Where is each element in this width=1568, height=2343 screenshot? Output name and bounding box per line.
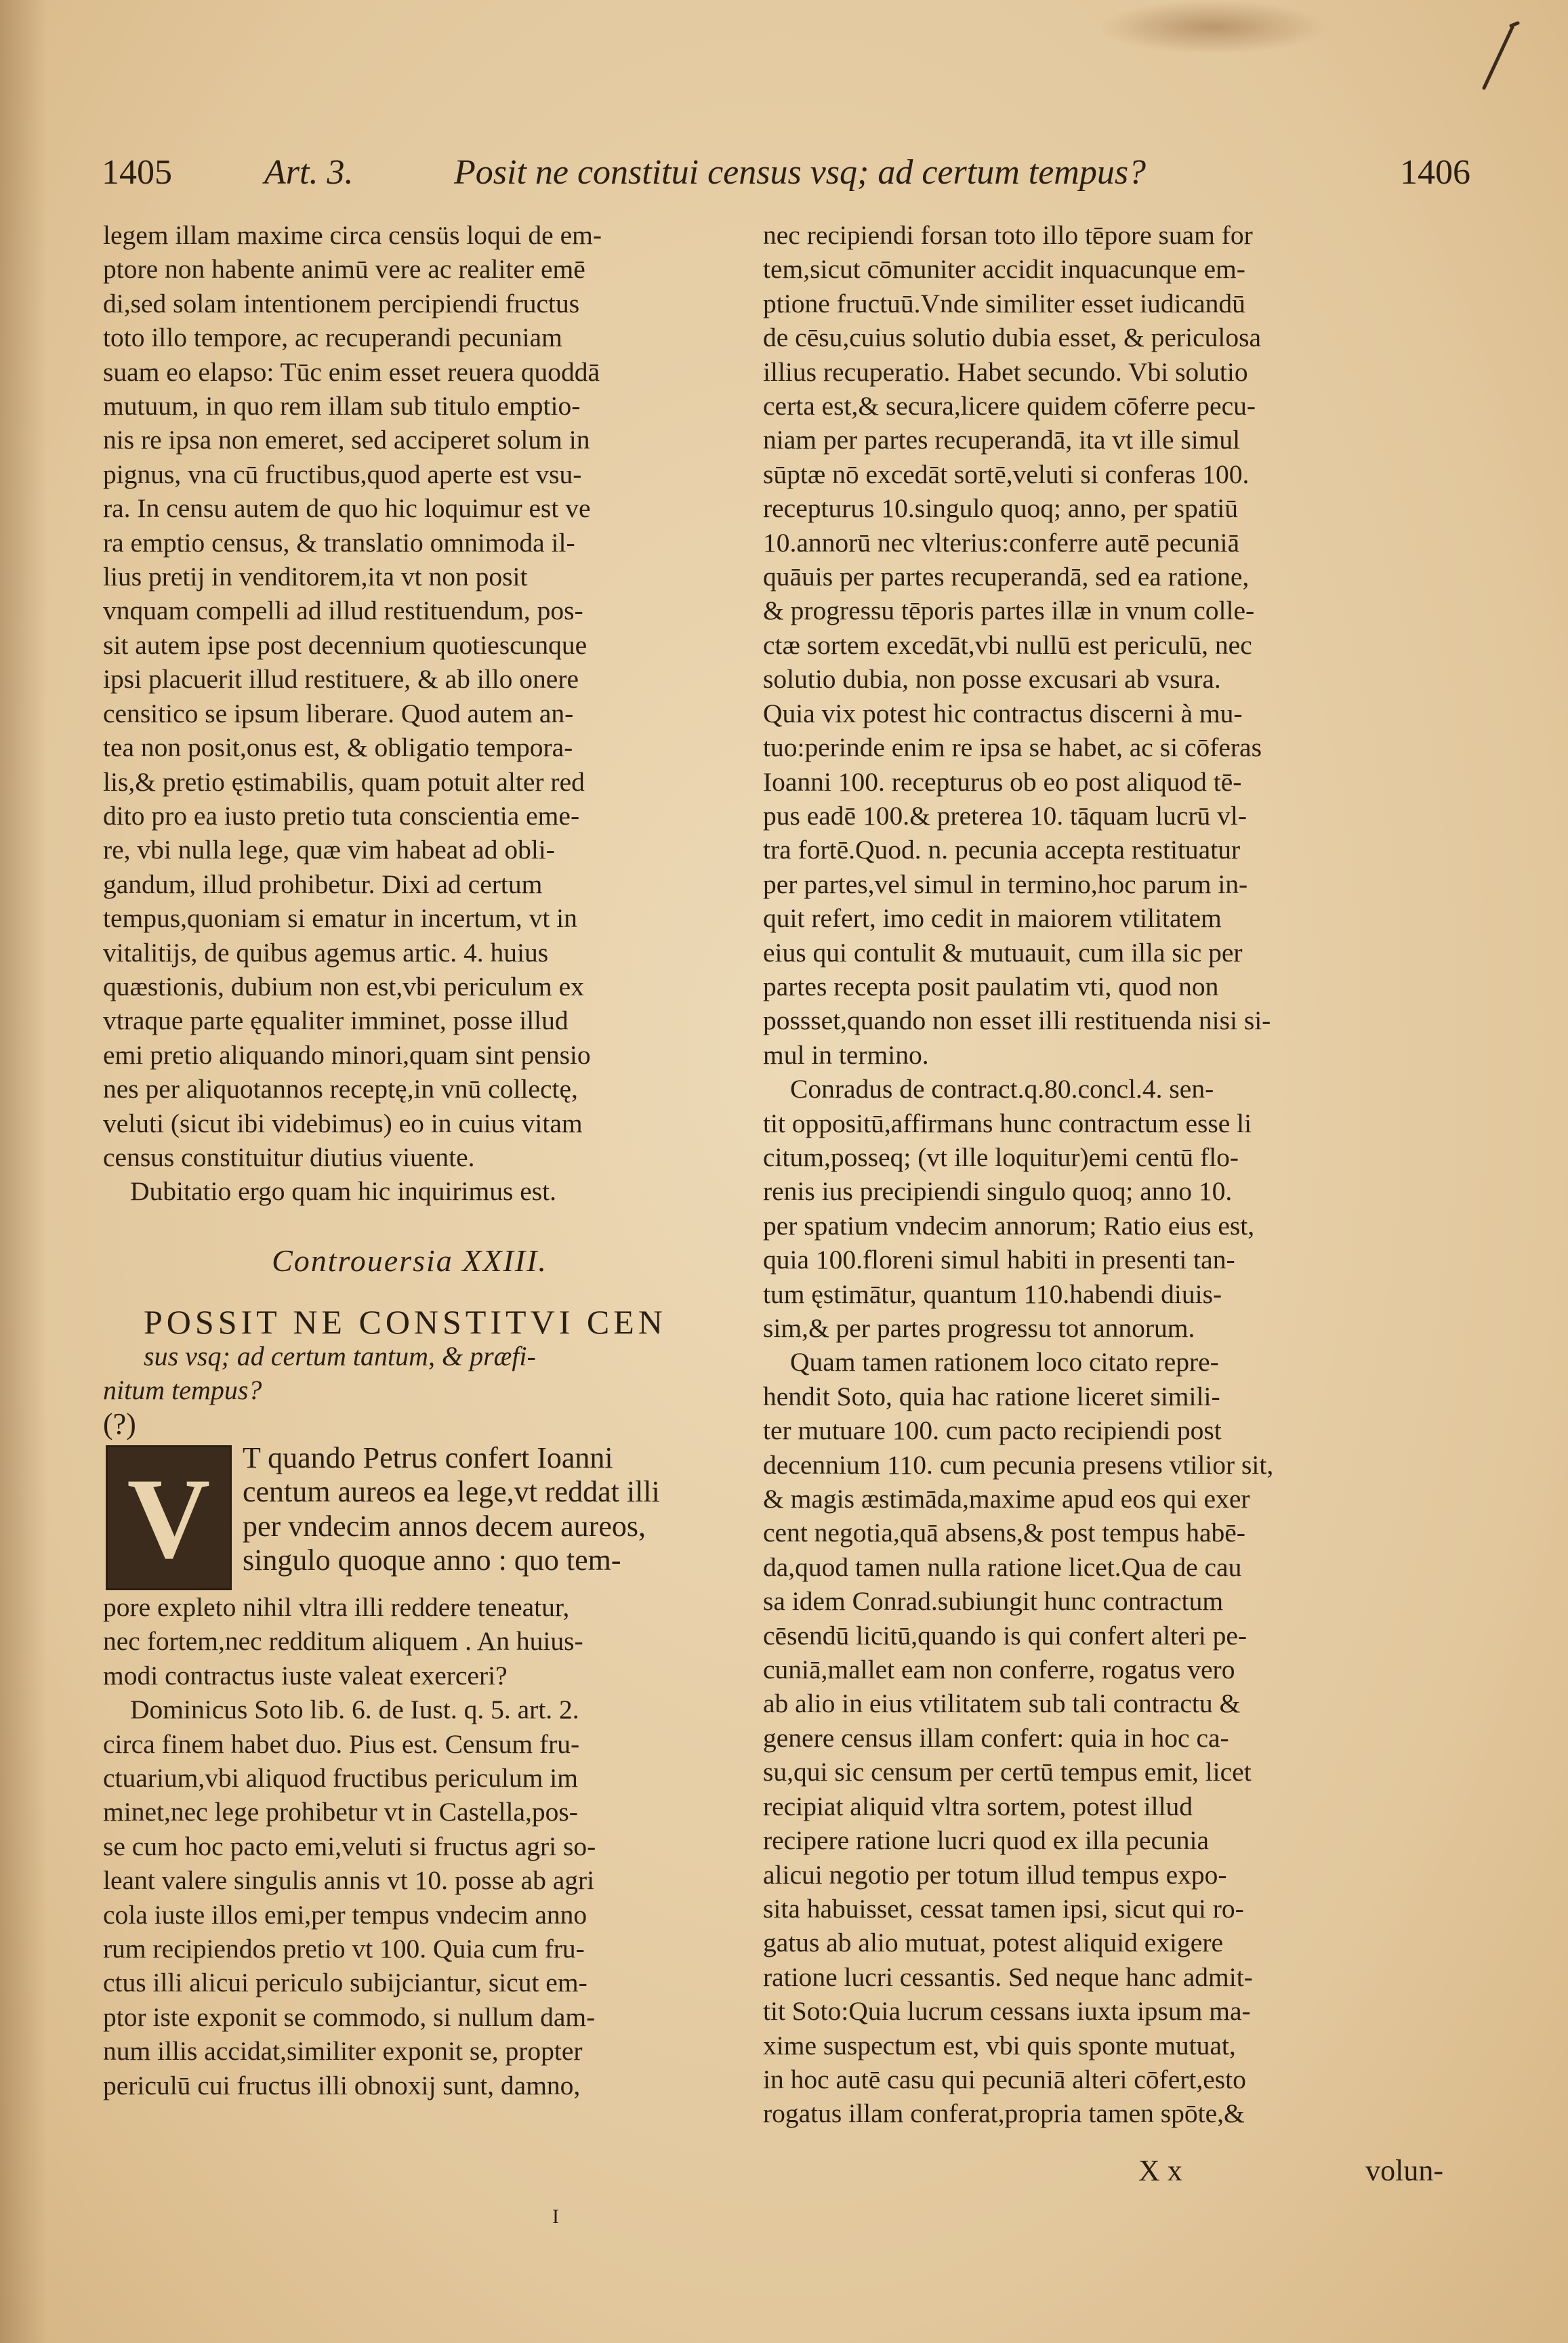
paragraph: legem illam maxime circa censüs loqui de em- ptore non habente animū vere ac realiter emē di,sed solam intentionem percipiendi fructus toto illo tempore, ac recuperandi pecuniam suam eo elapso: Tūc enim esset reuera quoddā mutuum, in quo rem illam sub titulo emptio- nis re ipsa non emeret, sed acciperet solum in pignus, vna cū fructibus,quod aperte est vsu- ra. In censu autem de quo hic loquimur est ve ra emptio census, & translatio omnimoda il- lius pretij in venditorem,ita vt non posit vnquam compelli ad illud restituendum, pos- sit autem ipse post decennium quotiescunque ipsi placuerit illud restituere, & ab illo onere censitico se ipsum liberare. Quod autem an- tea non posit,onus est, & obligatio tempora- lis,& pretio ęstimabilis, quam potuit alter red dito pro ea iusto pretio tuta conscientia eme- re, vbi nulla lege, quæ vim habeat ad obli- gandum, illud prohibetur. Dixi ad certum tempus,quoniam si ematur in incertum, vt in vitalitijs, de quibus agemus artic. 4. huius quæstionis, dubium non est,vbi periculum ex vtraque parte ęqualiter imminet, posse illud emi pretio aliquando minori,quam sint pensio nes per aliquotannos receptę,in vnū collectę, veluti (sicut ibi videbimus) eo in cuius vitam census constituitur diutius viuente.: [103, 220, 602, 1172]
intro-paragraph: T quando Petrus confert Ioanni centum aureos ea lege,vt reddat illi per vndecim annos decem aureos, singulo quoque anno : quo tem-: [243, 1441, 660, 1577]
paragraph: Dubitatio ergo quam hic inquirimus est.: [130, 1176, 556, 1207]
running-title: Posit ne constitui census vsq; ad certum tempus?: [454, 153, 1147, 192]
article-label: Art. 3.: [264, 153, 354, 192]
initial-letter: V: [127, 1455, 211, 1582]
paragraph: Conradus de contract.q.80.concl.4. sen- tit oppositū,affirmans hunc contractum esse li citum,posseq; (vt ille loquitur)emi centū flo- renis ius precipiendi singulo quoq; anno 10. per spatium vndecim annorum; Ratio eius est, quia 100.floreni simul habiti in presenti tan- tum ęstimātur, quantum 110.habendi diuis- sim,& per partes progressu tot annorum.: [763, 1074, 1255, 1343]
controversia-subtitle-2: nitum tempus?: [103, 1374, 262, 1405]
page-number-left: 1405: [102, 153, 172, 192]
right-column: [763, 218, 1441, 2131]
footer-mark: I: [552, 2205, 559, 2228]
controversia-title: POSSIT NE CONSTITVI CEN: [144, 1303, 667, 1342]
paragraph: Dominicus Soto lib. 6. de Iust. q. 5. art. 2. circa finem habet duo. Pius est. Censum fru- ctuarium,vbi aliquod fructibus periculum im minet,nec lege prohibetur vt in Castella,pos- se cum hoc pacto emi,veluti si fructus agri so- leant valere singulis annis vt 10. posse ab agri cola iuste illos emi,per tempus vndecim anno rum recipiendos pretio vt 100. Quia cum fru- ctus illi alicui periculo subijciantur, sicut em- ptor iste exponit se commodo, si nullum dam- num illis accidat,similiter exponit se, propter periculū cui fructus illi obnoxij sunt, damno,: [103, 1695, 596, 2100]
decorated-initial: [106, 1445, 232, 1590]
gutter-shadow: [0, 0, 47, 2343]
running-header: [102, 152, 1470, 200]
controversia-heading: Controuersia XXIII.: [272, 1243, 548, 1278]
controversia-subtitle: sus vsq; ad certum tantum, & præfi-: [144, 1340, 536, 1371]
intro-paragraph-cont: pore expleto nihil vltra illi reddere teneatur, nec fortem,nec redditum aliquem . An huius- modi contractus iuste valeat exerceri?: [103, 1592, 583, 1691]
paragraph: Quam tamen rationem loco citato repre- hendit Soto, quia hac ratione liceret simili- ter mutuare 100. cum pacto recipiendi post decennium 110. cum pecunia presens vtilior sit, & magis æstimāda,maxime apud eos qui exer cent negotia,quā absens,& post tempus habē- da,quod tamen nulla ratione licet.Qua de cau sa idem Conrad.subiungit hunc contractum cēsendū licitū,quando is qui confert alteri pe- cuniā,mallet eam non conferre, rogatus vero ab alio in eius vtilitatem sub tali contractu & genere census illam confert: quia in hoc ca- su,qui sic censum per certū tempus emit, licet recipiat aliquid vltra sortem, potest illud recipere ratione lucri quod ex illa pecunia alicui negotio per totum illud tempus expo- sita habuisset, cessat tamen ipsi, sicut qui ro- gatus ab alio mutuat, potest aliquid exigere ratione lucri cessantis. Sed neque hanc admit- tit Soto:Quia lucrum cessans iuxta ipsum ma- xime suspectum est, vbi quis sponte mutuat, in hoc autē casu qui pecuniā alteri cōfert,esto rogatus illam conferat,propria tamen spōte,&: [763, 1347, 1274, 2129]
paper-stain: [1098, 0, 1328, 54]
catchword: volun-: [1365, 2154, 1443, 2187]
controversia-number: (?): [103, 1407, 136, 1440]
paragraph: nec recipiendi forsan toto illo tēpore suam for tem,sicut cōmuniter accidit inquacunque em- ptione fructuū.Vnde similiter esset iudicandū de cēsu,cuius solutio dubia esset, & periculosa illius recuperatio. Habet secundo. Vbi solutio certa est,& secura,licere quidem cōferre pecu- niam per partes recuperandā, ita vt ille simul sūptæ nō excedāt sortē,veluti si conferas 100. recepturus 10.singulo quoq; anno, per spatiū 10.annorū nec vlterius:conferre autē pecuniā quāuis per partes recuperandā, sed ea ratione, & progressu tēporis partes illæ in vnum colle- ctæ sortem excedāt,vbi nullū est periculū, nec solutio dubia, non posse excusari ab vsura. Quia vix potest hic contractus discerni à mu- tuo:perinde enim re ipsa se habet, ac si cōferas Ioanni 100. recepturus ob eo post aliquod tē- pus eadē 100.& preterea 10. tāquam lucrū vl- tra fortē.Quod. n. pecunia accepta restituatur per partes,vel simul in termino,hoc parum in- quit refert, imo cedit in maiorem vtilitatem eius qui contulit & mutuauit, cum illa sic per partes recepta posit paulatim vti, quod non possset,quando non esset illi restituenda nisi si- mul in termino.: [763, 220, 1271, 1070]
page-number-right: 1406: [1400, 153, 1470, 192]
signature-mark: X x: [1138, 2154, 1182, 2187]
intro-block: [103, 1441, 716, 1693]
pencil-mark-icon: [1470, 20, 1531, 95]
left-column: [103, 218, 716, 2102]
